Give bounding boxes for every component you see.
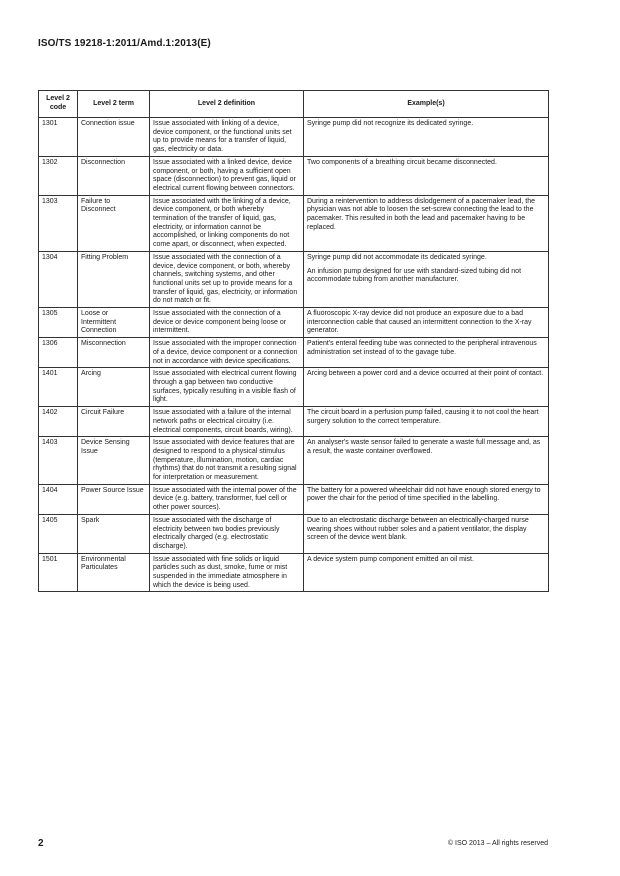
example-text: The circuit board in a perfusion pump failed, causing it to not cool the heart surgery solution to the correct temperature. bbox=[307, 409, 539, 425]
cell-examples bbox=[304, 514, 549, 553]
cell-term: Arcing bbox=[78, 368, 150, 407]
example-text: A device system pump component emitted an oil mist. bbox=[307, 555, 474, 563]
cell-examples bbox=[304, 251, 549, 307]
page-number: 2 bbox=[38, 838, 44, 849]
cell-examples bbox=[304, 118, 549, 157]
cell-definition: Issue associated with the connection of a device or device component being loose or intermittent. bbox=[150, 308, 304, 338]
cell-definition: Issue associated with the internal power of the device (e.g. battery, transformer, fuel cell or other power sources). bbox=[150, 484, 304, 514]
cell-examples bbox=[304, 368, 549, 407]
example-text: Due to an electrostatic discharge between an electrically-charged nurse wearing shoes without rubber soles and a patient ventilator, the display screen of the device went blank. bbox=[307, 516, 529, 542]
cell-definition: Issue associated with the improper connection of a device, device component or a connection not in accordance with device specifications. bbox=[150, 338, 304, 368]
cell-examples bbox=[304, 156, 549, 195]
cell-code: 1402 bbox=[39, 407, 78, 437]
example-text: Patient's enteral feeding tube was connected to the peripheral intravenous administration set instead of to the gavage tube. bbox=[307, 340, 537, 356]
example-text: Syringe pump did not accommodate its dedicated syringe. bbox=[307, 253, 487, 261]
cell-code: 1403 bbox=[39, 437, 78, 485]
cell-definition: Issue associated with electrical current flowing through a gap between two conductive surfaces, typically resulting in a visible flash of light. bbox=[150, 368, 304, 407]
cell-code: 1401 bbox=[39, 368, 78, 407]
cell-term: Device Sensing Issue bbox=[78, 437, 150, 485]
column-header-definition: Level 2 definition bbox=[150, 91, 304, 118]
cell-code: 1304 bbox=[39, 251, 78, 307]
table-header-row bbox=[39, 91, 549, 118]
cell-definition: Issue associated with the connection of a device, device component, or both, whereby channels, switching systems, and other functional units set up to provide means for a transfer of liquid, gas, electricity, or information do not match or fit. bbox=[150, 251, 304, 307]
table-row bbox=[39, 118, 549, 157]
example-text: An infusion pump designed for use with standard-sized tubing did not accommodate tubing from another manufacturer. bbox=[307, 267, 522, 284]
column-header-code: Level 2 code bbox=[39, 91, 78, 118]
table-row bbox=[39, 251, 549, 307]
cell-term: Spark bbox=[78, 514, 150, 553]
level2-terms-table bbox=[38, 90, 549, 592]
cell-term: Power Source Issue bbox=[78, 484, 150, 514]
document-title: ISO/TS 19218-1:2011/Amd.1:2013(E) bbox=[38, 38, 211, 49]
cell-definition: Issue associated with the linking of a device, device component, or both whereby termination of the transfer of liquid, gas, electricity, or information cannot be accomplished, or linking components do not come apart, or disconnect, when expected. bbox=[150, 195, 304, 251]
cell-examples bbox=[304, 308, 549, 338]
cell-definition: Issue associated with the discharge of electricity between two bodies previously electrically charged (e.g. electrostatic discharge). bbox=[150, 514, 304, 553]
cell-term: Circuit Failure bbox=[78, 407, 150, 437]
cell-term: Environmental Particulates bbox=[78, 553, 150, 592]
cell-code: 1301 bbox=[39, 118, 78, 157]
table-row bbox=[39, 553, 549, 592]
column-header-examples: Example(s) bbox=[304, 91, 549, 118]
cell-definition: Issue associated with fine solids or liquid particles such as dust, smoke, fume or mist suspended in the immediate atmosphere in which the device is being used. bbox=[150, 553, 304, 592]
cell-examples bbox=[304, 338, 549, 368]
example-text: An analyser's waste sensor failed to generate a waste full message and, as a result, the waste container overflowed. bbox=[307, 439, 541, 455]
cell-definition: Issue associated with device features that are designed to respond to a physical stimulus (temperature, illumination, motion, cardiac rhythms) that do not transmit a resulting signal for interpretation or measurement. bbox=[150, 437, 304, 485]
table-row bbox=[39, 437, 549, 485]
table-row bbox=[39, 484, 549, 514]
cell-examples bbox=[304, 407, 549, 437]
cell-code: 1303 bbox=[39, 195, 78, 251]
cell-term: Failure to Disconnect bbox=[78, 195, 150, 251]
example-text: The battery for a powered wheelchair did not have enough stored energy to power the chair for the period of time specified in the labelling. bbox=[307, 486, 541, 503]
cell-code: 1305 bbox=[39, 308, 78, 338]
cell-code: 1501 bbox=[39, 553, 78, 592]
cell-code: 1404 bbox=[39, 484, 78, 514]
cell-code: 1306 bbox=[39, 338, 78, 368]
example-text: During a reintervention to address dislodgement of a pacemaker lead, the physician was not able to loosen the set-screw connecting the lead to the pacemaker. This resulted in both the lead and pacemaker having to be replaced. bbox=[307, 197, 536, 231]
cell-term: Loose or Intermittent Connection bbox=[78, 308, 150, 338]
table-row bbox=[39, 195, 549, 251]
column-header-term: Level 2 term bbox=[78, 91, 150, 118]
example-text: Two components of a breathing circuit became disconnected. bbox=[307, 158, 497, 166]
cell-examples bbox=[304, 484, 549, 514]
cell-term: Disconnection bbox=[78, 156, 150, 195]
example-text: A fluoroscopic X-ray device did not produce an exposure due to a bad interconnection cable that caused an intermittent connection to the X-ray generator. bbox=[307, 310, 532, 335]
table-row bbox=[39, 368, 549, 407]
cell-definition: Issue associated with linking of a device, device component, or the functional units set up to provide means for a transfer of liquid, gas, electricity or data. bbox=[150, 118, 304, 157]
cell-code: 1405 bbox=[39, 514, 78, 553]
cell-term: Misconnection bbox=[78, 338, 150, 368]
cell-examples bbox=[304, 195, 549, 251]
example-text: Syringe pump did not recognize its dedicated syringe. bbox=[307, 120, 474, 127]
cell-examples bbox=[304, 437, 549, 485]
cell-code: 1302 bbox=[39, 156, 78, 195]
table-row bbox=[39, 156, 549, 195]
table-row bbox=[39, 308, 549, 338]
cell-definition: Issue associated with a linked device, device component, or both, having a sufficient open space (disconnection) to prevent gas, liquid or electrical current flowing between connectors. bbox=[150, 156, 304, 195]
table-row bbox=[39, 338, 549, 368]
cell-examples bbox=[304, 553, 549, 592]
cell-definition: Issue associated with a failure of the internal network paths or electrical circuitry (i.e. electrical components, circuit boards, wiring). bbox=[150, 407, 304, 437]
copyright-notice: © ISO 2013 – All rights reserved bbox=[447, 840, 548, 847]
table-row bbox=[39, 514, 549, 553]
example-text: Arcing between a power cord and a device occurred at their point of contact. bbox=[307, 370, 544, 378]
cell-term: Fitting Problem bbox=[78, 251, 150, 307]
cell-term: Connection issue bbox=[78, 118, 150, 157]
table-body bbox=[39, 118, 549, 592]
table-row bbox=[39, 407, 549, 437]
